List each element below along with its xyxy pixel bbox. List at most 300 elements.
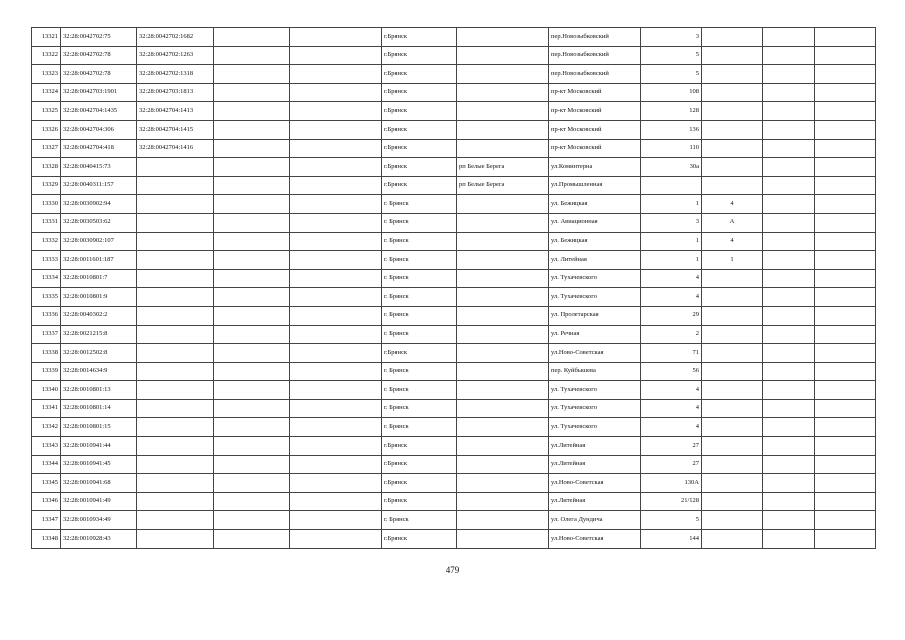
city-cell: г.Брянск [382, 437, 457, 456]
settlement-cell: рп Белые Берега [457, 158, 549, 177]
table-row [32, 102, 876, 121]
record-number-cell: 13340 [32, 381, 61, 400]
extra-col-12-cell [815, 344, 876, 363]
extra-col-11-cell [763, 530, 815, 549]
house-number-cell: 136 [641, 120, 702, 139]
cadastral-number-cell: 32:28:0042702:78 [61, 46, 137, 65]
extra-col-12-cell [815, 139, 876, 158]
building-cadastral-number-cell [137, 232, 214, 251]
record-number-cell: 13345 [32, 474, 61, 493]
cadastral-number-cell: 32:28:0010801:14 [61, 399, 137, 418]
record-number-cell: 13326 [32, 120, 61, 139]
building-number-cell [702, 288, 763, 307]
empty-col-5-cell [290, 28, 382, 47]
extra-col-12-cell [815, 213, 876, 232]
table-row [32, 65, 876, 84]
street-cell: ул. Тухачевского [549, 381, 641, 400]
city-cell: г. Брянск [382, 213, 457, 232]
building-number-cell [702, 530, 763, 549]
building-cadastral-number-cell [137, 269, 214, 288]
street-cell: ул. Тухачевского [549, 418, 641, 437]
empty-col-4-cell [214, 251, 290, 270]
settlement-cell [457, 102, 549, 121]
cadastral-number-cell: 32:28:0014634:9 [61, 362, 137, 381]
extra-col-11-cell [763, 455, 815, 474]
empty-col-4-cell [214, 474, 290, 493]
extra-col-12-cell [815, 418, 876, 437]
record-number-cell: 13346 [32, 492, 61, 511]
empty-col-4-cell [214, 344, 290, 363]
settlement-cell [457, 344, 549, 363]
settlement-cell [457, 28, 549, 47]
empty-col-5-cell [290, 232, 382, 251]
cadastral-number-cell: 32:28:0010801:13 [61, 381, 137, 400]
extra-col-11-cell [763, 492, 815, 511]
record-number-cell: 13338 [32, 344, 61, 363]
cadastral-number-cell: 32:28:0042702:75 [61, 28, 137, 47]
extra-col-11-cell [763, 418, 815, 437]
building-number-cell [702, 139, 763, 158]
house-number-cell: 4 [641, 269, 702, 288]
house-number-cell: 4 [641, 418, 702, 437]
house-number-cell [641, 176, 702, 195]
extra-col-11-cell [763, 511, 815, 530]
record-number-cell: 13333 [32, 251, 61, 270]
city-cell: г.Брянск [382, 176, 457, 195]
building-number-cell [702, 437, 763, 456]
record-number-cell: 13339 [32, 362, 61, 381]
table-row [32, 158, 876, 177]
extra-col-12-cell [815, 399, 876, 418]
empty-col-5-cell [290, 65, 382, 84]
building-cadastral-number-cell [137, 362, 214, 381]
table-row [32, 511, 876, 530]
extra-col-12-cell [815, 83, 876, 102]
empty-col-5-cell [290, 325, 382, 344]
city-cell: г.Брянск [382, 139, 457, 158]
empty-col-5-cell [290, 269, 382, 288]
city-cell: г. Брянск [382, 232, 457, 251]
settlement-cell [457, 530, 549, 549]
building-number-cell [702, 46, 763, 65]
empty-col-5-cell [290, 120, 382, 139]
building-cadastral-number-cell [137, 344, 214, 363]
building-number-cell [702, 83, 763, 102]
cadastral-number-cell: 32:28:0010801:7 [61, 269, 137, 288]
extra-col-11-cell [763, 362, 815, 381]
empty-col-4-cell [214, 269, 290, 288]
street-cell: пер.Новозыбковский [549, 46, 641, 65]
street-cell: ул.Ново-Советская [549, 344, 641, 363]
street-cell: ул. Бежицкая [549, 195, 641, 214]
building-cadastral-number-cell [137, 474, 214, 493]
building-cadastral-number-cell [137, 437, 214, 456]
empty-col-5-cell [290, 511, 382, 530]
cadastral-number-cell: 32:28:0030503:62 [61, 213, 137, 232]
extra-col-12-cell [815, 362, 876, 381]
record-number-cell: 13336 [32, 306, 61, 325]
building-cadastral-number-cell: 32:28:0042704:1416 [137, 139, 214, 158]
record-number-cell: 13337 [32, 325, 61, 344]
record-number-cell: 13324 [32, 83, 61, 102]
record-number-cell: 13321 [32, 28, 61, 47]
extra-col-12-cell [815, 46, 876, 65]
table-row [32, 288, 876, 307]
building-number-cell: 4 [702, 195, 763, 214]
street-cell: ул. Тухачевского [549, 399, 641, 418]
empty-col-4-cell [214, 46, 290, 65]
settlement-cell [457, 46, 549, 65]
street-cell: ул.Ново-Советская [549, 530, 641, 549]
house-number-cell: 110 [641, 139, 702, 158]
extra-col-11-cell [763, 474, 815, 493]
extra-col-12-cell [815, 65, 876, 84]
house-number-cell: 5 [641, 46, 702, 65]
house-number-cell: 29 [641, 306, 702, 325]
empty-col-5-cell [290, 176, 382, 195]
house-number-cell: 3 [641, 28, 702, 47]
registry-table [31, 27, 876, 549]
extra-col-12-cell [815, 511, 876, 530]
city-cell: г.Брянск [382, 102, 457, 121]
house-number-cell: 1 [641, 251, 702, 270]
table-row [32, 381, 876, 400]
record-number-cell: 13328 [32, 158, 61, 177]
table-row [32, 46, 876, 65]
house-number-cell: 71 [641, 344, 702, 363]
cadastral-number-cell: 32:28:0010928:43 [61, 530, 137, 549]
building-cadastral-number-cell [137, 530, 214, 549]
extra-col-11-cell [763, 158, 815, 177]
building-number-cell [702, 455, 763, 474]
extra-col-12-cell [815, 158, 876, 177]
building-number-cell: А [702, 213, 763, 232]
house-number-cell: 1 [641, 195, 702, 214]
house-number-cell: 3 [641, 213, 702, 232]
building-cadastral-number-cell: 32:28:0042704:1413 [137, 102, 214, 121]
extra-col-12-cell [815, 102, 876, 121]
table-row [32, 492, 876, 511]
empty-col-5-cell [290, 455, 382, 474]
street-cell: ул.Ново-Советская [549, 474, 641, 493]
building-number-cell [702, 474, 763, 493]
record-number-cell: 13331 [32, 213, 61, 232]
house-number-cell: 56 [641, 362, 702, 381]
cadastral-number-cell: 32:28:0030902:107 [61, 232, 137, 251]
settlement-cell [457, 213, 549, 232]
empty-col-4-cell [214, 65, 290, 84]
extra-col-11-cell [763, 139, 815, 158]
registry-table-body [32, 28, 876, 549]
settlement-cell [457, 120, 549, 139]
settlement-cell [457, 455, 549, 474]
street-cell: пр-кт Московский [549, 139, 641, 158]
building-number-cell: 1 [702, 251, 763, 270]
city-cell: г.Брянск [382, 83, 457, 102]
settlement-cell [457, 437, 549, 456]
cadastral-number-cell: 32:28:0040311:157 [61, 176, 137, 195]
cadastral-number-cell: 32:28:0042704:306 [61, 120, 137, 139]
settlement-cell [457, 492, 549, 511]
table-row [32, 28, 876, 47]
building-number-cell [702, 269, 763, 288]
empty-col-5-cell [290, 306, 382, 325]
street-cell: ул.Литейная [549, 437, 641, 456]
empty-col-4-cell [214, 139, 290, 158]
extra-col-12-cell [815, 325, 876, 344]
settlement-cell: рп Белые Берега [457, 176, 549, 195]
street-cell: ул. Тухачевского [549, 269, 641, 288]
record-number-cell: 13341 [32, 399, 61, 418]
extra-col-12-cell [815, 288, 876, 307]
table-row [32, 83, 876, 102]
extra-col-12-cell [815, 28, 876, 47]
empty-col-5-cell [290, 418, 382, 437]
extra-col-11-cell [763, 46, 815, 65]
house-number-cell: 108 [641, 83, 702, 102]
street-cell: ул. Олега Дундича [549, 511, 641, 530]
house-number-cell: 4 [641, 381, 702, 400]
settlement-cell [457, 139, 549, 158]
settlement-cell [457, 325, 549, 344]
empty-col-5-cell [290, 251, 382, 270]
city-cell: г. Брянск [382, 362, 457, 381]
extra-col-11-cell [763, 399, 815, 418]
cadastral-number-cell: 32:28:0012502:8 [61, 344, 137, 363]
building-cadastral-number-cell [137, 399, 214, 418]
table-row [32, 269, 876, 288]
extra-col-11-cell [763, 232, 815, 251]
empty-col-4-cell [214, 213, 290, 232]
empty-col-4-cell [214, 83, 290, 102]
cadastral-number-cell: 32:28:0010941:45 [61, 455, 137, 474]
extra-col-12-cell [815, 530, 876, 549]
empty-col-5-cell [290, 530, 382, 549]
building-number-cell [702, 28, 763, 47]
city-cell: г. Брянск [382, 251, 457, 270]
empty-col-4-cell [214, 176, 290, 195]
building-cadastral-number-cell: 32:28:0042702:1263 [137, 46, 214, 65]
street-cell: ул. Речная [549, 325, 641, 344]
record-number-cell: 13332 [32, 232, 61, 251]
street-cell: ул. Пролетарская [549, 306, 641, 325]
street-cell: ул. Авиационная [549, 213, 641, 232]
cadastral-number-cell: 32:28:0010801:15 [61, 418, 137, 437]
street-cell: ул.Литейная [549, 455, 641, 474]
empty-col-4-cell [214, 325, 290, 344]
street-cell: пр-кт Московский [549, 120, 641, 139]
street-cell: пер.Новозыбковский [549, 28, 641, 47]
cadastral-number-cell: 32:28:0010801:9 [61, 288, 137, 307]
empty-col-5-cell [290, 83, 382, 102]
building-cadastral-number-cell [137, 418, 214, 437]
street-cell: ул. Тухачевского [549, 288, 641, 307]
building-number-cell [702, 362, 763, 381]
city-cell: г. Брянск [382, 269, 457, 288]
extra-col-11-cell [763, 325, 815, 344]
street-cell: пер.Новозыбковский [549, 65, 641, 84]
table-row [32, 213, 876, 232]
extra-col-12-cell [815, 251, 876, 270]
record-number-cell: 13343 [32, 437, 61, 456]
cadastral-number-cell: 32:28:0021215:8 [61, 325, 137, 344]
building-number-cell [702, 492, 763, 511]
extra-col-11-cell [763, 176, 815, 195]
empty-col-5-cell [290, 195, 382, 214]
empty-col-5-cell [290, 213, 382, 232]
table-row [32, 399, 876, 418]
empty-col-4-cell [214, 418, 290, 437]
extra-col-11-cell [763, 344, 815, 363]
settlement-cell [457, 269, 549, 288]
extra-col-11-cell [763, 65, 815, 84]
extra-col-11-cell [763, 28, 815, 47]
cadastral-number-cell: 32:28:0040302:2 [61, 306, 137, 325]
empty-col-5-cell [290, 437, 382, 456]
extra-col-11-cell [763, 195, 815, 214]
building-number-cell [702, 65, 763, 84]
settlement-cell [457, 83, 549, 102]
house-number-cell: 128 [641, 102, 702, 121]
city-cell: г. Брянск [382, 195, 457, 214]
building-number-cell [702, 176, 763, 195]
extra-col-12-cell [815, 437, 876, 456]
building-cadastral-number-cell [137, 158, 214, 177]
settlement-cell [457, 474, 549, 493]
street-cell: ул.Литейная [549, 492, 641, 511]
empty-col-4-cell [214, 232, 290, 251]
empty-col-5-cell [290, 139, 382, 158]
empty-col-5-cell [290, 288, 382, 307]
empty-col-4-cell [214, 362, 290, 381]
empty-col-4-cell [214, 306, 290, 325]
city-cell: г.Брянск [382, 344, 457, 363]
house-number-cell: 5 [641, 65, 702, 84]
empty-col-4-cell [214, 102, 290, 121]
empty-col-4-cell [214, 455, 290, 474]
city-cell: г.Брянск [382, 530, 457, 549]
building-number-cell [702, 344, 763, 363]
cadastral-number-cell: 32:28:0010941:68 [61, 474, 137, 493]
building-cadastral-number-cell: 32:28:0042704:1415 [137, 120, 214, 139]
empty-col-5-cell [290, 399, 382, 418]
table-row [32, 418, 876, 437]
city-cell: г. Брянск [382, 325, 457, 344]
extra-col-12-cell [815, 474, 876, 493]
city-cell: г.Брянск [382, 158, 457, 177]
empty-col-5-cell [290, 102, 382, 121]
house-number-cell: 1 [641, 232, 702, 251]
extra-col-12-cell [815, 176, 876, 195]
extra-col-12-cell [815, 455, 876, 474]
extra-col-11-cell [763, 213, 815, 232]
settlement-cell [457, 232, 549, 251]
street-cell: ул. Литейная [549, 251, 641, 270]
extra-col-12-cell [815, 269, 876, 288]
city-cell: г.Брянск [382, 65, 457, 84]
city-cell: г.Брянск [382, 28, 457, 47]
empty-col-4-cell [214, 530, 290, 549]
street-cell: ул.Коминтерна [549, 158, 641, 177]
building-cadastral-number-cell [137, 511, 214, 530]
settlement-cell [457, 65, 549, 84]
building-number-cell [702, 511, 763, 530]
extra-col-11-cell [763, 288, 815, 307]
record-number-cell: 13330 [32, 195, 61, 214]
house-number-cell: 5 [641, 511, 702, 530]
table-row [32, 437, 876, 456]
extra-col-12-cell [815, 232, 876, 251]
extra-col-12-cell [815, 120, 876, 139]
street-cell: пер. Куйбышева [549, 362, 641, 381]
building-cadastral-number-cell: 32:28:0042703:1813 [137, 83, 214, 102]
city-cell: г. Брянск [382, 381, 457, 400]
house-number-cell: 27 [641, 455, 702, 474]
extra-col-11-cell [763, 269, 815, 288]
extra-col-11-cell [763, 120, 815, 139]
building-number-cell [702, 418, 763, 437]
building-cadastral-number-cell [137, 195, 214, 214]
building-number-cell [702, 306, 763, 325]
empty-col-5-cell [290, 381, 382, 400]
record-number-cell: 13335 [32, 288, 61, 307]
empty-col-5-cell [290, 344, 382, 363]
building-cadastral-number-cell [137, 325, 214, 344]
city-cell: г. Брянск [382, 306, 457, 325]
empty-col-4-cell [214, 399, 290, 418]
street-cell: ул.Промышленная [549, 176, 641, 195]
extra-col-12-cell [815, 492, 876, 511]
empty-col-5-cell [290, 158, 382, 177]
record-number-cell: 13322 [32, 46, 61, 65]
city-cell: г. Брянск [382, 418, 457, 437]
empty-col-4-cell [214, 437, 290, 456]
city-cell: г.Брянск [382, 455, 457, 474]
empty-col-5-cell [290, 492, 382, 511]
page-number: 479 [445, 565, 460, 575]
house-number-cell: 21/128 [641, 492, 702, 511]
city-cell: г.Брянск [382, 474, 457, 493]
empty-col-4-cell [214, 492, 290, 511]
cadastral-number-cell: 32:28:0042704:1435 [61, 102, 137, 121]
building-number-cell: 4 [702, 232, 763, 251]
extra-col-12-cell [815, 381, 876, 400]
table-row [32, 176, 876, 195]
empty-col-4-cell [214, 381, 290, 400]
extra-col-11-cell [763, 251, 815, 270]
house-number-cell: 144 [641, 530, 702, 549]
cadastral-number-cell: 32:28:0030902:94 [61, 195, 137, 214]
table-row [32, 325, 876, 344]
building-cadastral-number-cell: 32:28:0042702:1682 [137, 28, 214, 47]
empty-col-4-cell [214, 120, 290, 139]
street-cell: пр-кт Московский [549, 102, 641, 121]
street-cell: пр-кт Московский [549, 83, 641, 102]
table-row [32, 251, 876, 270]
empty-col-4-cell [214, 288, 290, 307]
extra-col-11-cell [763, 381, 815, 400]
empty-col-4-cell [214, 28, 290, 47]
cadastral-number-cell: 32:28:0010941:44 [61, 437, 137, 456]
table-row [32, 474, 876, 493]
city-cell: г. Брянск [382, 399, 457, 418]
empty-col-4-cell [214, 158, 290, 177]
record-number-cell: 13342 [32, 418, 61, 437]
table-row [32, 530, 876, 549]
house-number-cell: 4 [641, 399, 702, 418]
extra-col-11-cell [763, 306, 815, 325]
building-cadastral-number-cell [137, 492, 214, 511]
